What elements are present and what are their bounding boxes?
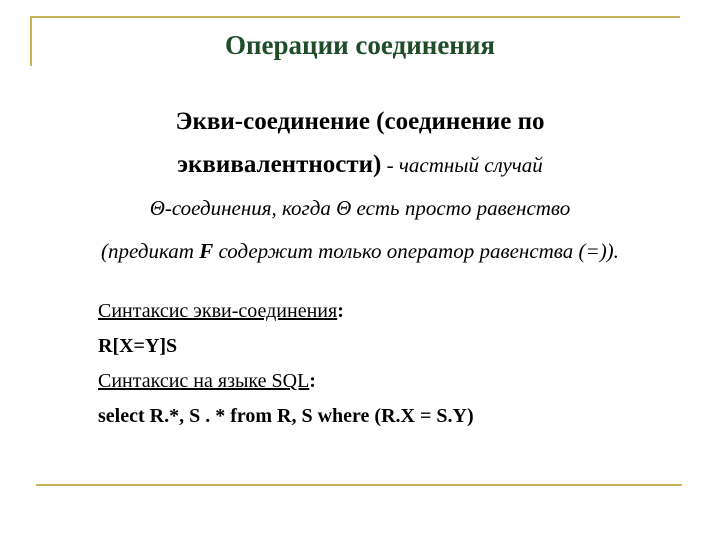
definition-line-4-c: содержит только оператор равенства (=)).: [213, 239, 619, 263]
definition-line-4: [0, 231, 720, 274]
syntax-expression-sql: select R.*, S . * from R, S where (R.X = S.Y): [98, 405, 474, 427]
definition-line-2: [0, 145, 720, 188]
syntax-colon-1: :: [337, 300, 344, 322]
definition-paragraph: [0, 102, 720, 274]
syntax-label-relational: Синтаксис экви-соединения: [98, 300, 338, 322]
definition-line-1: [0, 102, 720, 145]
definition-line-3-text: Θ-соединения, когда Θ есть просто равенство: [149, 196, 571, 220]
syntax-row-1: [98, 294, 474, 329]
definition-line-3: [0, 188, 720, 231]
syntax-expression-relational: R[X=Y]S: [98, 335, 178, 357]
frame-bottom-line: [36, 484, 682, 486]
definition-line-2-italic: - частный случай: [381, 153, 543, 177]
syntax-row-3: [98, 364, 474, 399]
syntax-block: [98, 294, 474, 434]
definition-line-4-a: (предикат: [101, 239, 200, 263]
syntax-label-sql: Синтаксис на языке SQL: [98, 370, 310, 392]
syntax-row-2: [98, 329, 474, 364]
syntax-colon-2: :: [309, 370, 316, 392]
predicate-symbol: F: [199, 239, 214, 263]
frame-top-line: [30, 16, 680, 18]
definition-line-2-bold: эквивалентности): [177, 151, 382, 178]
syntax-row-4: [98, 399, 474, 434]
definition-line-1-text: Экви-соединение (соединение по: [175, 108, 545, 135]
slide-title: Операции соединения: [224, 30, 496, 60]
